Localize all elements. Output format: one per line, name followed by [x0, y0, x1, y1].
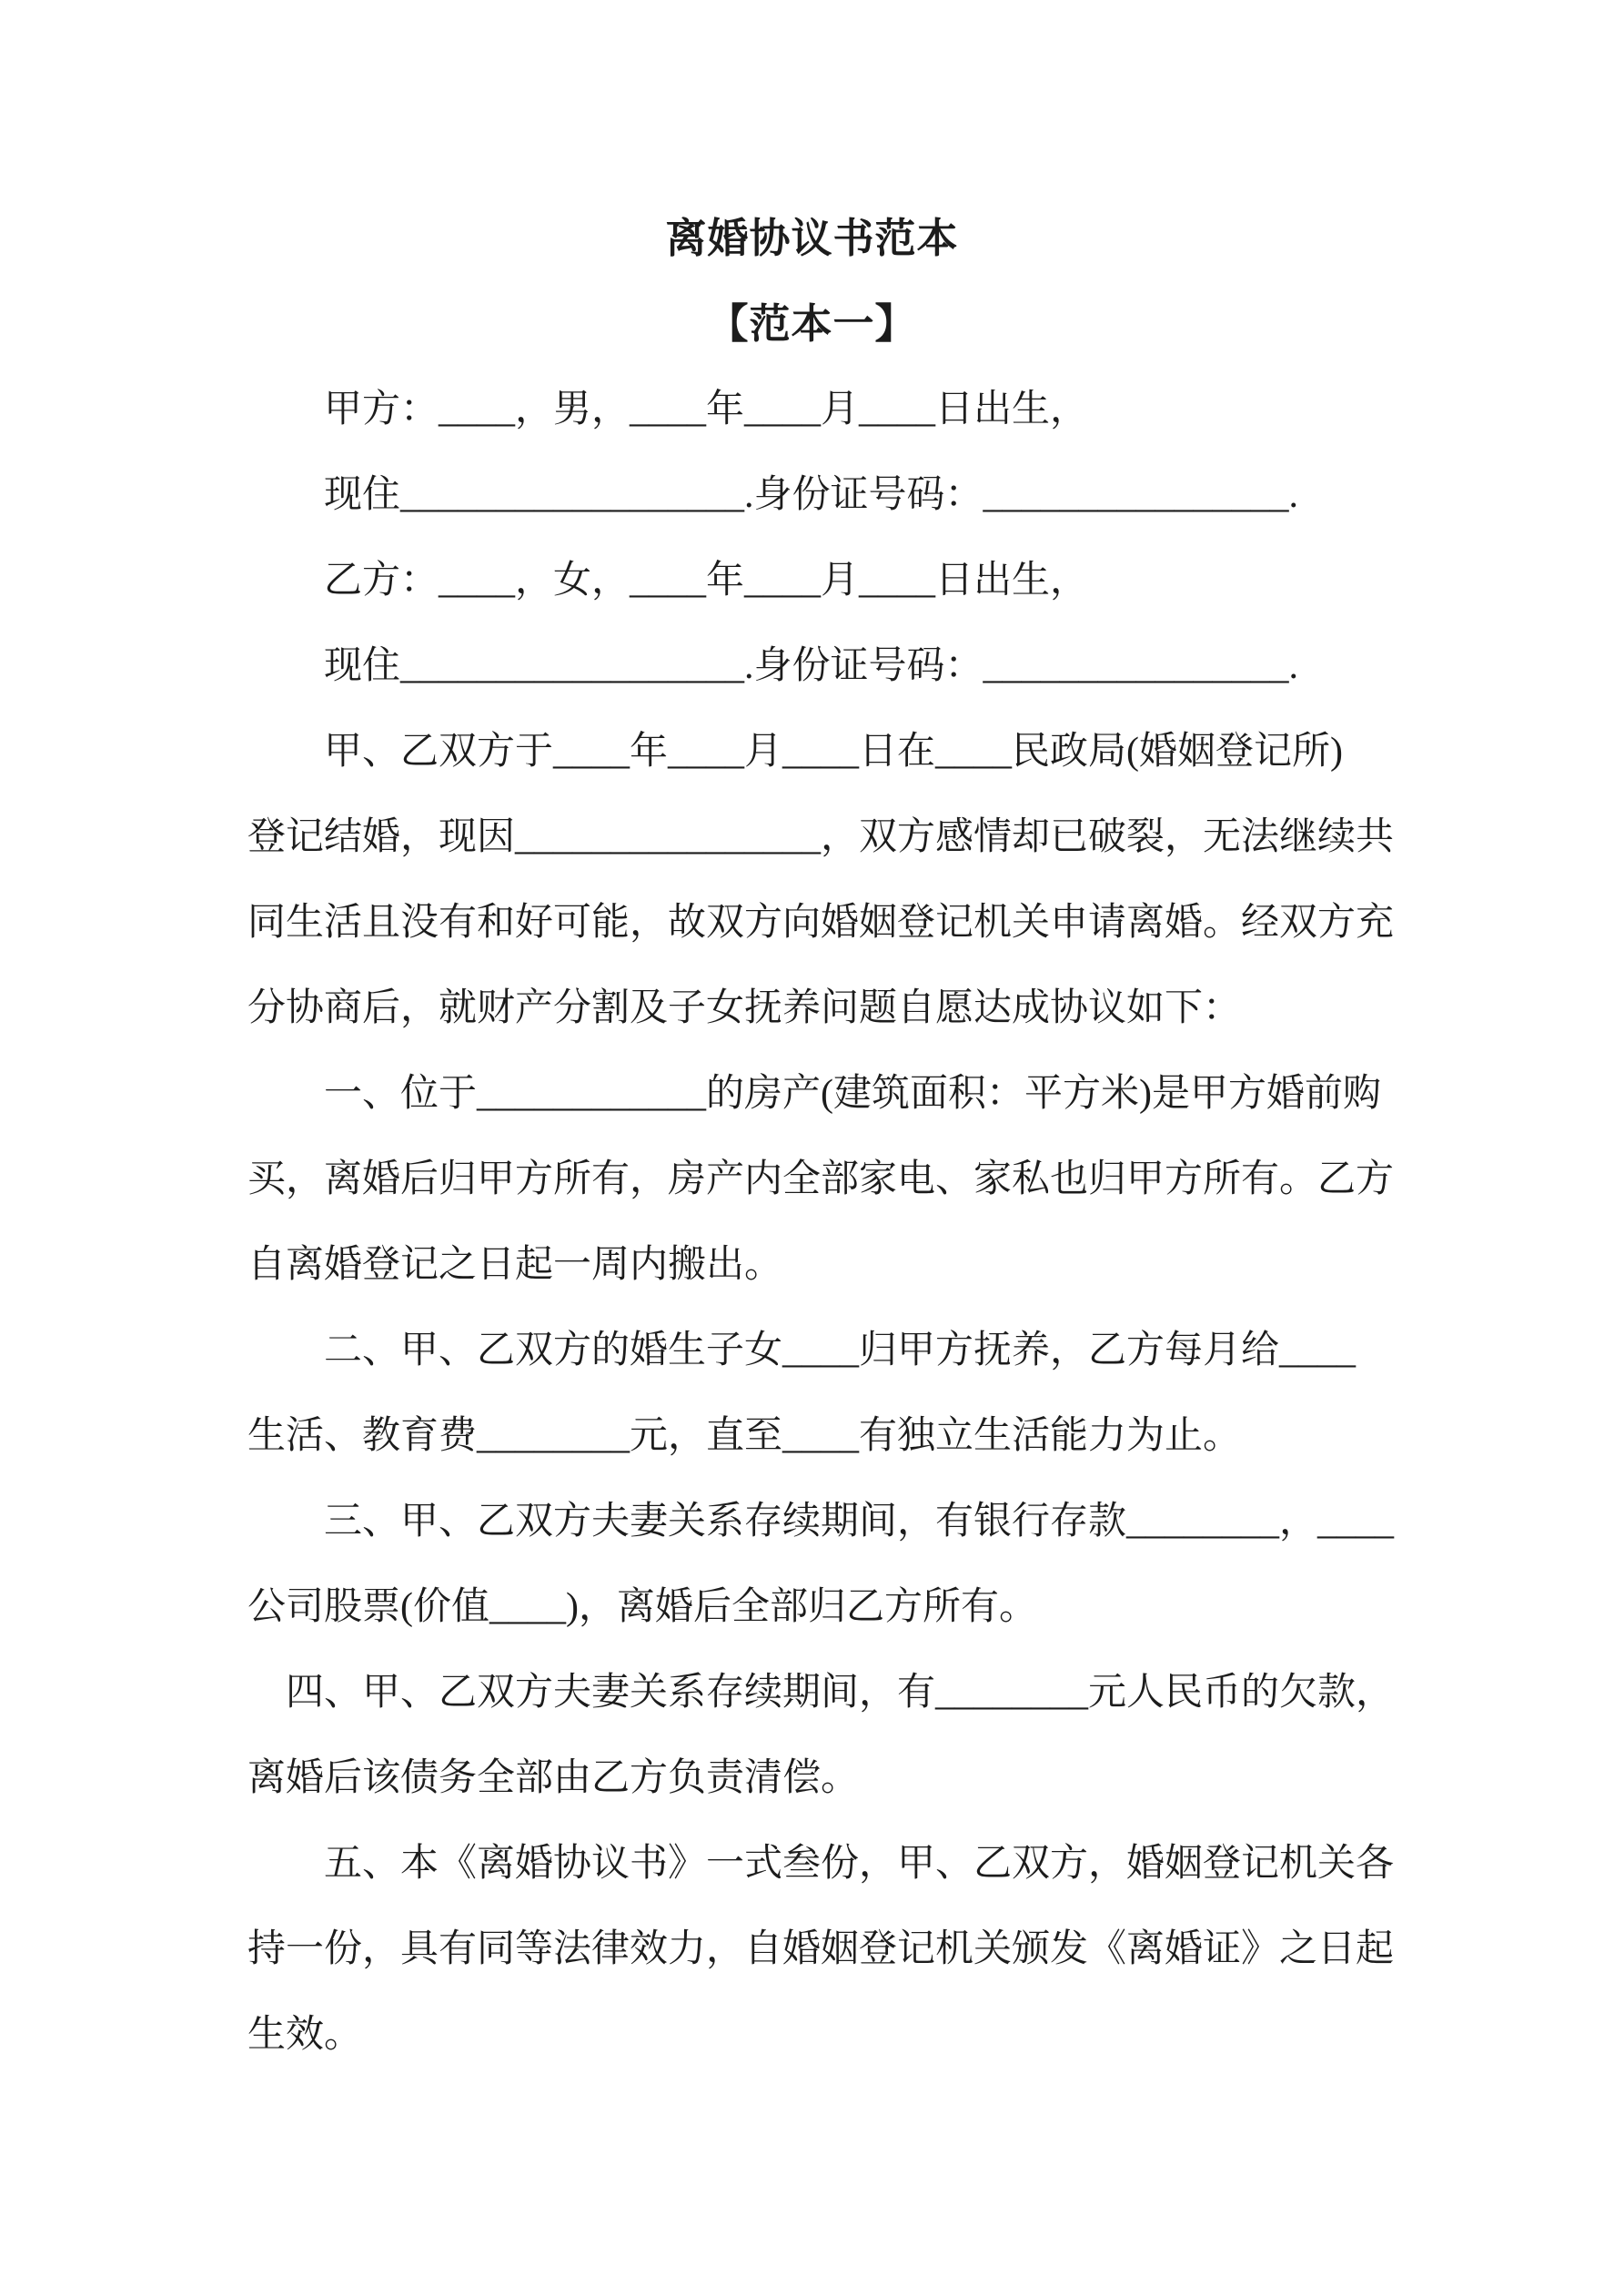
- doc-line: 一、位于____________的房产(建筑面积：平方米)是甲方婚前购: [324, 1073, 1381, 1115]
- doc-line: 公司股票(价值____)，离婚后全部归乙方所有。: [247, 1586, 1037, 1628]
- page-title: 离婚协议书范本: [665, 216, 959, 261]
- doc-line: 登记结婚，现因________________，双方感情却已破裂，无法继续共: [247, 816, 1395, 858]
- doc-line: 四、甲、乙双方夫妻关系存续期间，有________元人民币的欠款，: [286, 1672, 1395, 1714]
- doc-line: 三、甲、乙双方夫妻关系存续期间，有银行存款________，____: [324, 1501, 1395, 1542]
- doc-line: 自离婚登记之日起一周内搬出。: [247, 1244, 783, 1286]
- doc-line: 生效。: [247, 2014, 363, 2056]
- doc-line: 乙方：____，女，____年____月____日出生，: [324, 560, 1089, 602]
- doc-line: 五、本《离婚协议书》一式叁份，甲、乙双方，婚姻登记机关各: [324, 1843, 1395, 1885]
- doc-line: 现住__________________.身份证号码：________________.: [324, 474, 1299, 516]
- doc-line: 现住__________________.身份证号码：________________.: [324, 645, 1299, 687]
- doc-line: 买，离婚后归甲方所有，房产内全部家电、家私也归甲方所有。乙方: [247, 1158, 1395, 1200]
- doc-line: 甲、乙双方于____年____月____日在____民政局(婚姻登记所): [324, 731, 1343, 773]
- doc-line: 甲方：____，男，____年____月____日出生，: [324, 389, 1089, 430]
- doc-line: 离婚后该债务全部由乙方负责清偿。: [247, 1757, 860, 1799]
- doc-line: 二、甲、乙双方的婚生子女____归甲方抚养，乙方每月给____: [324, 1330, 1357, 1371]
- doc-line: 同生活且没有和好可能，故双方向婚姻登记机关申请离婚。经双方充: [247, 902, 1395, 944]
- doc-line: 持一份，具有同等法律效力，自婚姻登记机关颁发《离婚证》之日起: [247, 1928, 1395, 1970]
- doc-line: 分协商后，就财产分割及子女抚养问题自愿达成协议如下：: [247, 987, 1242, 1029]
- page-subtitle: 【范本一】: [707, 301, 917, 347]
- doc-line: 生活、教育费________元，直至____有独立生活能力为止。: [247, 1415, 1242, 1457]
